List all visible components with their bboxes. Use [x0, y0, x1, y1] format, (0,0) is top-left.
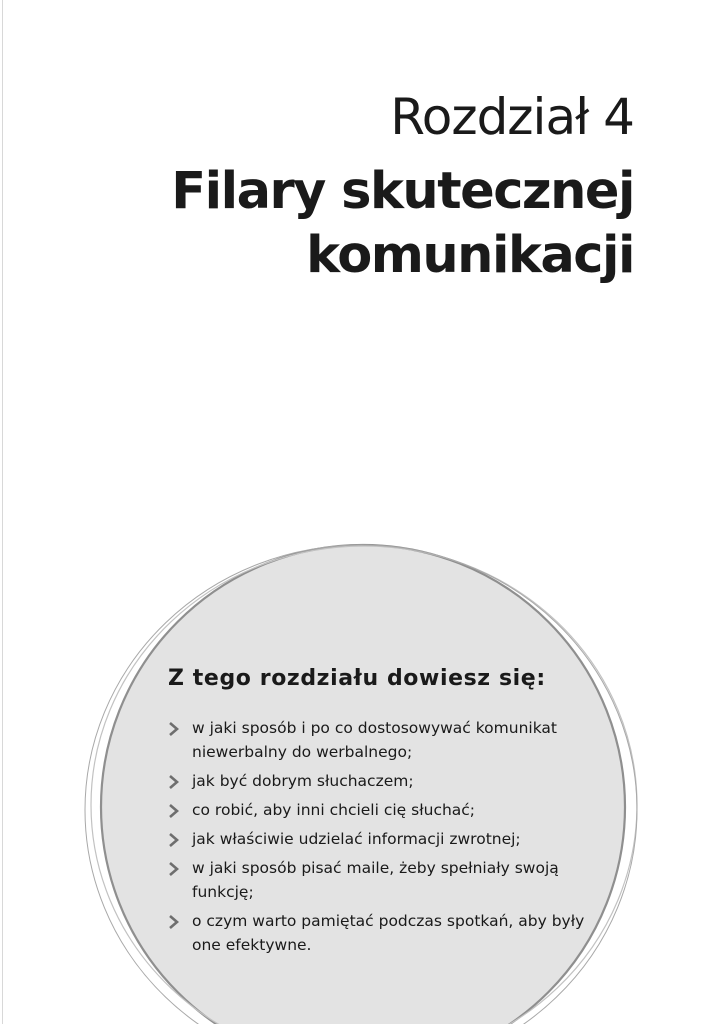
list-item — [168, 798, 608, 822]
list-item — [168, 827, 608, 851]
chevron-right-icon — [168, 721, 180, 737]
chevron-right-icon — [168, 861, 180, 877]
list-item — [168, 716, 608, 764]
chevron-right-icon — [168, 774, 180, 790]
chapter-number: Rozdział 4 — [390, 88, 634, 146]
list-item — [168, 909, 608, 957]
list-item-text: jak właściwie udzielać informacji zwrotnej; — [192, 830, 521, 848]
list-item-text: co robić, aby inni chcieli cię słuchać; — [192, 801, 476, 819]
chevron-right-icon — [168, 914, 180, 930]
chapter-title-line-1: Filary skutecznej — [171, 162, 634, 221]
summary-heading: Z tego rozdziału dowiesz się: — [168, 666, 546, 691]
list-item — [168, 856, 608, 904]
list-item-text: jak być dobrym słuchaczem; — [192, 772, 414, 790]
chevron-right-icon — [168, 803, 180, 819]
chevron-right-icon — [168, 832, 180, 848]
chapter-summary-box — [168, 664, 608, 962]
summary-list — [168, 716, 608, 957]
list-item-text: o czym warto pamiętać podczas spotkań, aby były one efektywne. — [192, 912, 585, 954]
chapter-title-line-2: komunikacji — [306, 226, 634, 285]
list-item-text: w jaki sposób pisać maile, żeby spełniały swoją funkcję; — [192, 859, 559, 901]
list-item — [168, 769, 608, 793]
list-item-text: w jaki sposób i po co dostosowywać komunikat niewerbalny do werbalnego; — [192, 719, 557, 761]
